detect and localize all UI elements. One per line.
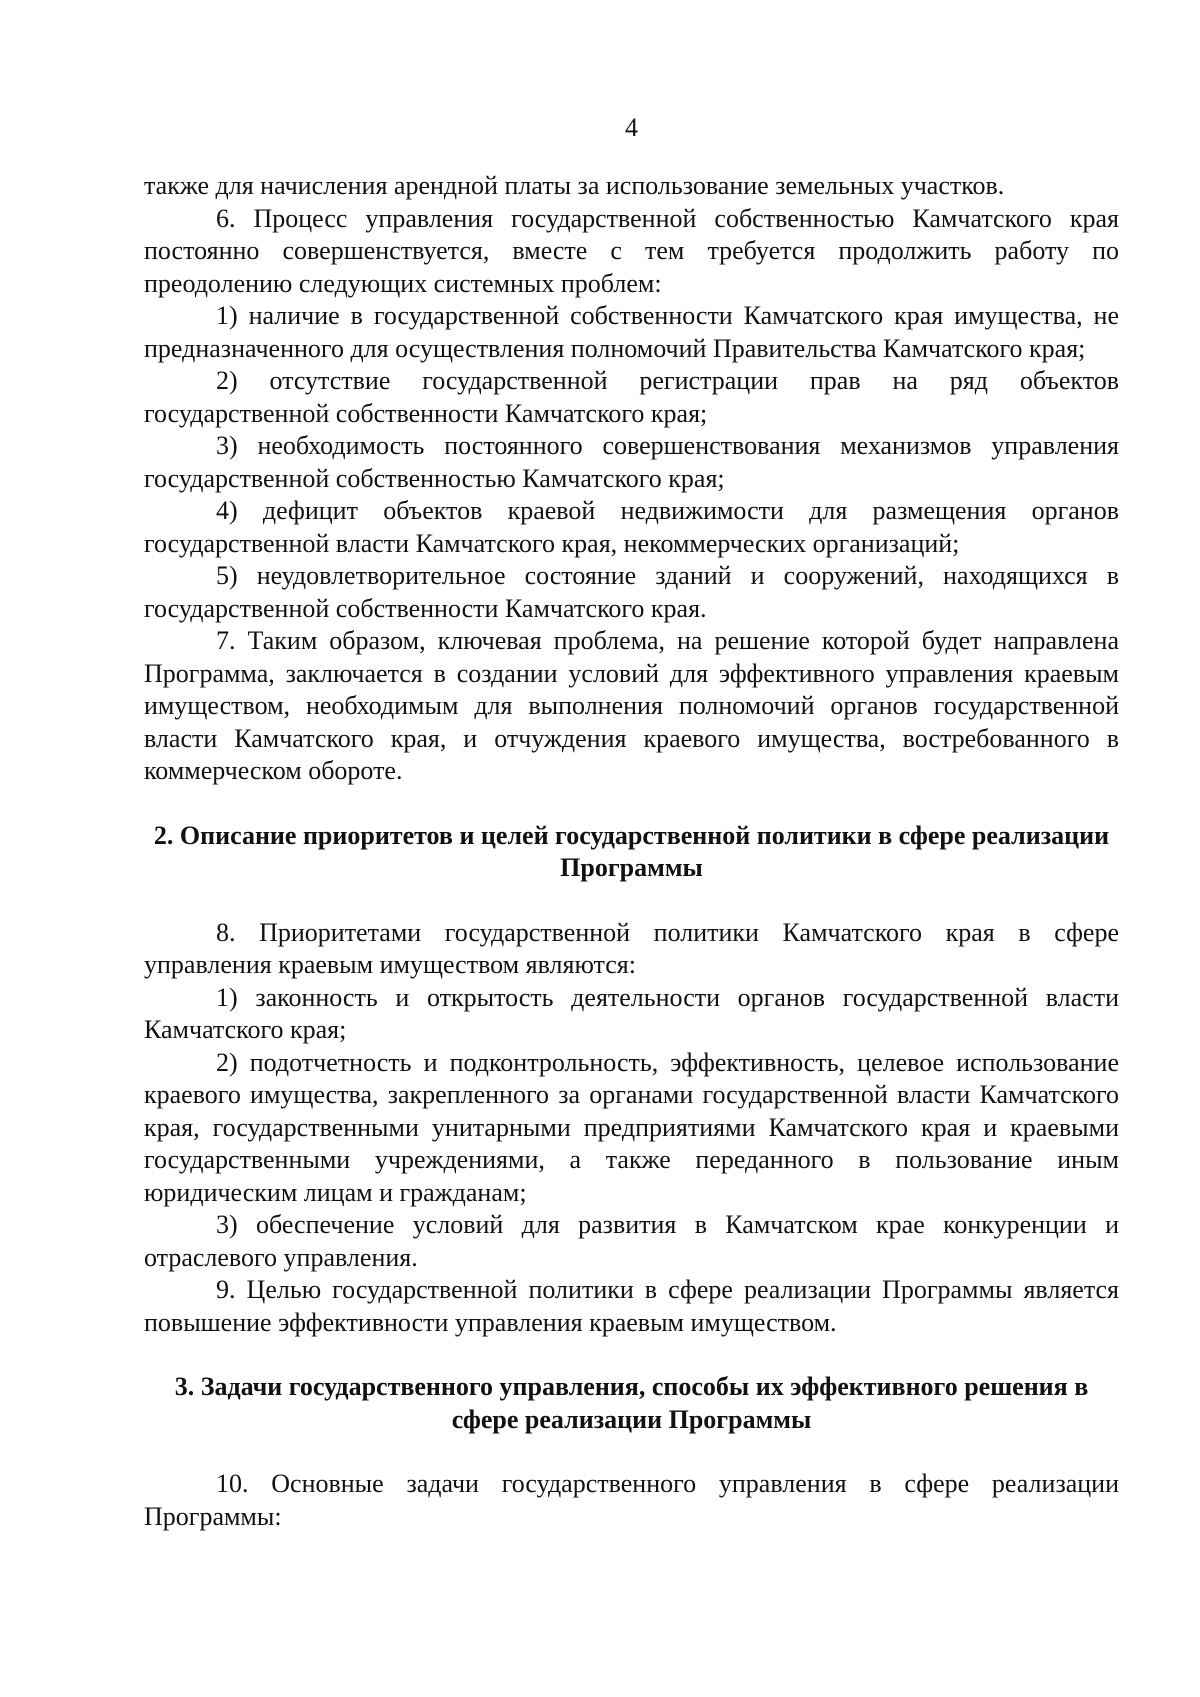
list-item-problem-3: 3) необходимость постоянного совершенствования механизмов управления государственной собственностью Камчатского края; <box>144 431 1119 493</box>
paragraph: также для начисления арендной платы за использование земельных участков. <box>144 171 1005 200</box>
paragraph-item-10: 10. Основные задачи государственного управления в сфере реализации Программы: <box>144 1469 1119 1531</box>
list-item-priority-2: 2) подотчетность и подконтрольность, эффективность, целевое использование краевого имущества, закрепленного за органами государственной власти Камчатского края, государственными унитарными предприятиями Камчатского края и краевыми государственными учреждениями, а также переданного в пользование иным юридическим лицам и гражданам; <box>144 1047 1119 1207</box>
section-heading-2: 2. Описание приоритетов и целей государственной политики в сфере реализации Программы <box>153 820 1110 882</box>
list-item-problem-4: 4) дефицит объектов краевой недвижимости для размещения органов государственной власти Камчатского края, некоммерческих организаций; <box>144 496 1119 558</box>
list-item-problem-1: 1) наличие в государственной собственности Камчатского края имущества, не предназначенного для осуществления полномочий Правительства Камчатского края; <box>144 301 1119 363</box>
paragraph-item-7: 7. Таким образом, ключевая проблема, на решение которой будет направлена Программа, заключается в создании условий для эффективного управления краевым имуществом, необходимым для выполнения полномочий органов государственной власти Камчатского края, и отчуждения краевого имущества, востребованного в коммерческом обороте. <box>144 626 1119 785</box>
paragraph-item-6: 6. Процесс управления государственной собственностью Камчатского края постоянно совершенствуется, вместе с тем требуется продолжить работу по преодолению следующих системных проблем: <box>144 203 1119 298</box>
paragraph-item-8: 8. Приоритетами государственной политики Камчатского края в сфере управления краевым имуществом являются: <box>144 917 1119 979</box>
document-page <box>144 112 1119 1533</box>
page-number: 4 <box>625 113 638 142</box>
paragraph-item-9: 9. Целью государственной политики в сфере реализации Программы является повышение эффективности управления краевым имуществом. <box>144 1275 1119 1337</box>
section-heading-3: 3. Задачи государственного управления, способы их эффективного решения в сфере реализации Программы <box>174 1372 1089 1434</box>
list-item-problem-5: 5) неудовлетворительное состояние зданий и сооружений, находящихся в государственной собственности Камчатского края. <box>144 561 1119 623</box>
list-item-priority-3: 3) обеспечение условий для развития в Камчатском крае конкуренции и отраслевого управления. <box>144 1210 1119 1272</box>
list-item-problem-2: 2) отсутствие государственной регистрации прав на ряд объектов государственной собственности Камчатского края; <box>144 366 1119 428</box>
list-item-priority-1: 1) законность и открытость деятельности органов государственной власти Камчатского края; <box>144 982 1119 1044</box>
